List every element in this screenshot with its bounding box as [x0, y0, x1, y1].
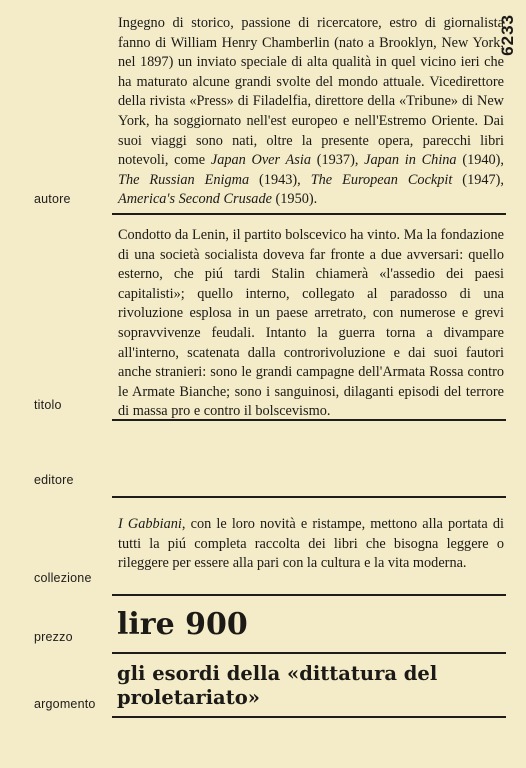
title-description: Condotto da Lenin, il partito bolscevico ha vinto. Ma la fondazione di una società socialista doveva far fronte a due avversari: quello esterno, che piú tardi Stalin chiamerà «l'assedio dei paesi capitalisti»; quello interno, collegato al paradosso di una rivoluzione esplosa in un paese arretrato, con numerose e grevi sopravvivenze feudali. Intanto la guerra torna a divampare all'interno, scatenata dalla controrivoluzione e dai suoi fautori anche stranieri: sono le grandi campagne dell'Armata Rossa contro le Armate Bianche; sono i sanguinosi, dilaganti episodi del terrore di massa pro e contro il bolscevismo.	[118, 227, 504, 420]
label-titolo: titolo	[34, 398, 62, 412]
divider	[112, 213, 506, 215]
price: lire 900	[117, 607, 248, 642]
label-editore: editore	[34, 473, 74, 487]
catalog-code: 6233	[498, 14, 517, 56]
subject: gli esordi della «dittatura del proletariato»	[117, 662, 438, 709]
label-collezione: collezione	[34, 571, 92, 585]
label-autore: autore	[34, 192, 71, 206]
label-prezzo: prezzo	[34, 630, 73, 644]
author-bio: Ingegno di storico, passione di ricercatore, estro di giornalista fanno di William Henry Chamberlin (nato a Brooklyn, New York, nel 1897) un inviato speciale di alta qualità in quel vicino ieri che ha maturato alcune grandi svolte del mondo attuale. Vicedirettore della rivista «Press» di Filadelfia, direttore della «Tribune» di New York, ha soggiornato nell'est europeo e nell'Estremo Oriente. Dai suoi viaggi sono nati, oltre la presente opera, parecchi libri notevoli, come Japan Over Asia (1937), Japan in China (1940), The Russian Enigma (1943), The European Cockpit (1947), America's Second Crusade (1950).	[118, 15, 505, 208]
divider	[112, 594, 506, 596]
collection-description: I Gabbiani, con le loro novità e ristampe, mettono alla portata di tutti la piú completa raccolta dei libri che bisogna leggere o rileggere per essere alla pari con la cultura e la vita moderna.	[118, 516, 504, 572]
divider	[112, 496, 506, 498]
label-argomento: argomento	[34, 697, 96, 711]
divider	[112, 652, 506, 654]
divider	[112, 419, 506, 421]
divider	[112, 716, 506, 718]
